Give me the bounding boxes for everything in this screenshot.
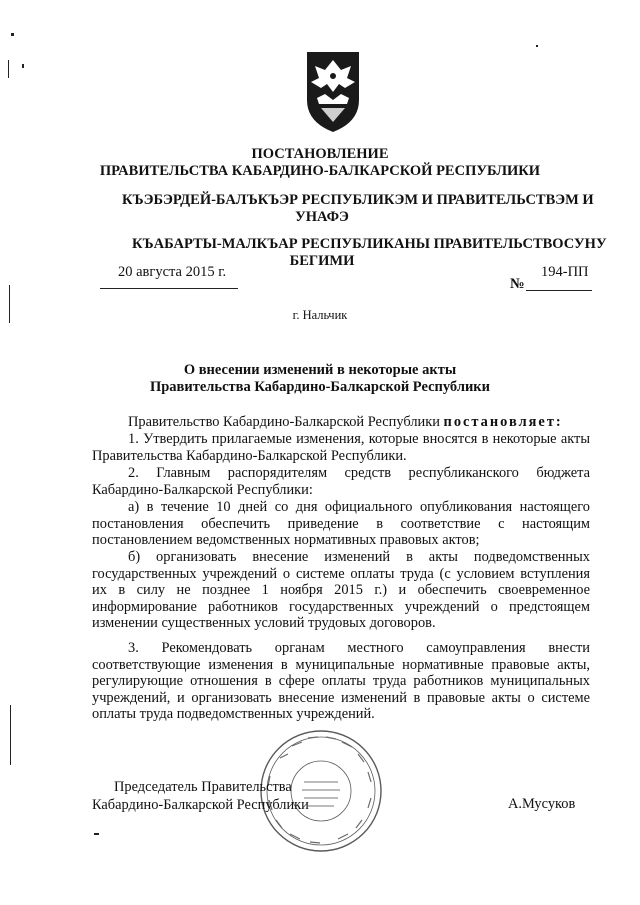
decree-type: ПОСТАНОВЛЕНИЕ [251,146,389,162]
city: г. Нальчик [292,308,348,322]
intro-verb: постановляет: [443,414,563,430]
paragraph-2b: б) организовать внесение изменений в акты подведомственных государственных учреждений о системе оплаты труда (с условием вступления их в силу не позднее 1 ноября 2015 г.) и обеспечить своевременное информирование работников государственных учреждений о предстоящем изменении существенных условий трудовых договоров. [92,549,590,632]
intro-text: Правительство Кабардино-Балкарской Республики [128,414,440,430]
scan-mark [11,33,14,36]
kabardian-line-1: КЪЭБЭРДЕЙ-БАЛЪКЪЭР РЕСПУБЛИКЭМ И ПРАВИТЕЛЬСТВЭМ И [122,192,594,208]
position-line-2: Кабардино-Балкарской Республики [92,797,309,813]
kabardian-heading [122,192,594,226]
scan-mark [10,705,11,765]
decree-heading [0,146,640,180]
balkar-line-2: БЕГИМИ [289,253,355,269]
signatory-position [92,778,309,814]
signatory-name: А.Мусуков [508,796,576,812]
paragraph-3: 3. Рекомендовать органам местного самоуправления внести соответствующие изменения в муниципальные нормативные правовые акты, регулирующие отношения в сфере оплаты труда работников муниципальных учреждений, и организовать внесение изменений в правовые акты о системе оплаты труда подведомственных учреждений. [92,640,590,723]
paragraph-2: 2. Главным распорядителям средств республиканского бюджета Кабардино-Балкарской Республики: [92,465,590,498]
title-line-1: О внесении изменений в некоторые акты [183,362,457,378]
paragraph-1: 1. Утвердить прилагаемые изменения, которые вносятся в некоторые акты Правительства Кабардино-Балкарской Республики. [92,431,590,464]
kabardian-line-2: УНАФЭ [295,209,349,225]
paragraph-2a: а) в течение 10 дней со дня официального опубликования настоящего постановления обеспечить приведение в соответствие с настоящим постановлением ведомственных нормативных правовых актов; [92,499,590,549]
decree-date: 20 августа 2015 г. [118,264,227,280]
number-label: № [510,276,525,292]
balkar-line-1: КЪАБАРТЫ-МАЛКЪАР РЕСПУБЛИКАНЫ ПРАВИТЕЛЬСТВОСУНУ [132,236,607,252]
coat-of-arms-emblem [303,48,363,134]
scan-mark [536,45,538,47]
number-underline [526,290,592,291]
scan-mark [22,64,24,68]
decree-title [0,362,640,396]
scan-mark [8,60,9,78]
decree-number: 194-ПП [541,264,589,280]
scan-mark [94,833,99,835]
intro-paragraph [92,414,590,431]
position-line-1: Председатель Правительства [114,779,292,795]
title-line-2: Правительства Кабардино-Балкарской Республики [149,379,491,395]
government-name: ПРАВИТЕЛЬСТВА КАБАРДИНО-БАЛКАРСКОЙ РЕСПУБЛИКИ [99,163,541,179]
date-underline [100,288,238,289]
